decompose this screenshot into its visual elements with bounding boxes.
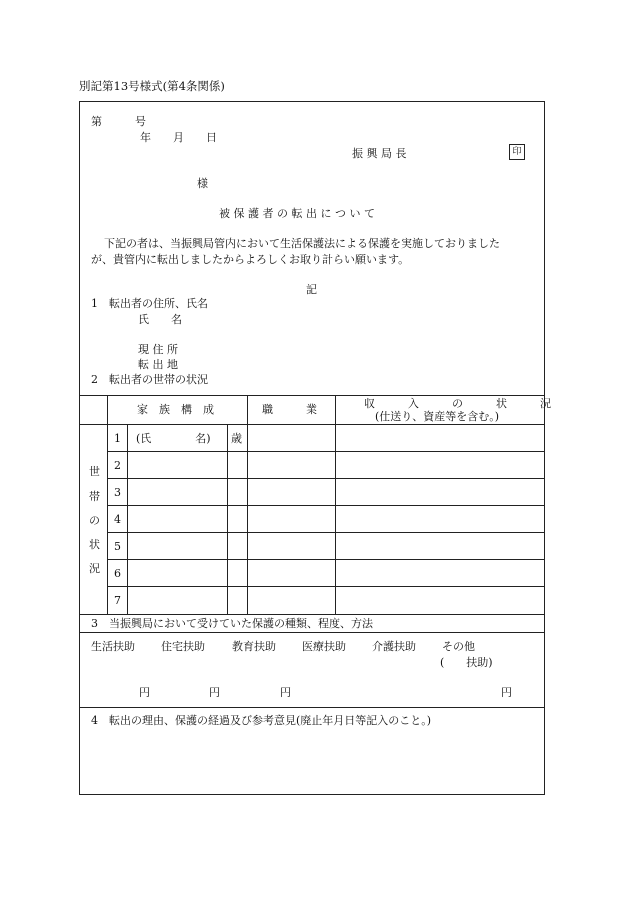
document-title: 被 保 護 者 の 転 出 に つ い て (219, 207, 375, 220)
table-bottom-rule (79, 614, 545, 615)
row-number: 5 (114, 540, 121, 553)
name-label: 氏 名 (138, 313, 182, 326)
col-income-subheader: (仕送り、資産等を含む。) (375, 410, 500, 423)
row1-age-unit: 歳 (231, 432, 242, 445)
form-label: 別記第13号様式(第4条関係) (79, 79, 225, 93)
table-col-rule (335, 395, 336, 614)
aid-type: 生活扶助 (91, 640, 135, 653)
table-row-rule (107, 505, 545, 506)
other-aid-blank: ( 扶助) (440, 656, 493, 669)
document-number: 第 号 (91, 115, 146, 128)
table-header-rule (79, 424, 545, 425)
yen-unit: 円 (501, 686, 512, 699)
row-number: 6 (114, 567, 121, 580)
row-number: 1 (114, 432, 121, 445)
table-row-rule (107, 451, 545, 452)
sender-title: 振 興 局 長 (352, 147, 407, 160)
col-income-header: 収 入 の 状 況 (364, 397, 551, 410)
col-family-header: 家 族 構 成 (137, 403, 214, 416)
document-date: 年 月 日 (140, 131, 217, 144)
row-number: 2 (114, 459, 121, 472)
yen-unit: 円 (209, 686, 220, 699)
aid-type: 教育扶助 (232, 640, 276, 653)
table-row-rule (107, 586, 545, 587)
row-number: 3 (114, 486, 121, 499)
side-label-char: の (89, 514, 100, 527)
section3-rule (79, 632, 545, 633)
side-label-char: 帯 (89, 490, 100, 503)
yen-unit: 円 (280, 686, 291, 699)
seal-mark: 印 (509, 144, 525, 160)
aid-type: 医療扶助 (302, 640, 346, 653)
section3-heading: 3 当振興局において受けていた保護の種類、程度、方法 (91, 617, 373, 630)
table-col-rule (107, 395, 108, 614)
side-label-char: 状 (89, 538, 100, 551)
aid-type: 住宅扶助 (161, 640, 205, 653)
table-top-rule (79, 395, 545, 396)
aid-type: 介護扶助 (372, 640, 416, 653)
section1-heading: 1 転出者の住所、氏名 (91, 297, 208, 310)
section4-rule (79, 707, 545, 708)
col-occupation-header: 職 業 (262, 403, 317, 416)
side-label-char: 世 (89, 465, 100, 478)
row-number: 7 (114, 594, 121, 607)
table-col-rule (127, 424, 128, 614)
table-row-rule (107, 532, 545, 533)
row1-name-placeholder: (氏 名) (136, 432, 211, 445)
aid-type: その他 (442, 640, 475, 653)
ki-label: 記 (306, 283, 317, 296)
body-line-2: が、貴管内に転出しましたからよろしくお取り計らい願います。 (91, 253, 410, 266)
table-row-rule (107, 478, 545, 479)
section4-heading: 4 転出の理由、保護の経過及び参考意見(廃止年月日等記入のこと。) (91, 714, 432, 727)
yen-unit: 円 (139, 686, 150, 699)
body-line-1: 下記の者は、当振興局管内において生活保護法による保護を実施しておりました (104, 237, 500, 250)
origin-label: 転 出 地 (138, 358, 178, 371)
table-col-rule (247, 395, 248, 614)
table-row-rule (107, 559, 545, 560)
current-address-label: 現 住 所 (138, 343, 178, 356)
side-label-char: 況 (89, 562, 100, 575)
section2-heading: 2 転出者の世帯の状況 (91, 373, 208, 386)
table-col-rule (227, 424, 228, 614)
row-number: 4 (114, 513, 121, 526)
recipient-suffix: 様 (197, 177, 208, 190)
